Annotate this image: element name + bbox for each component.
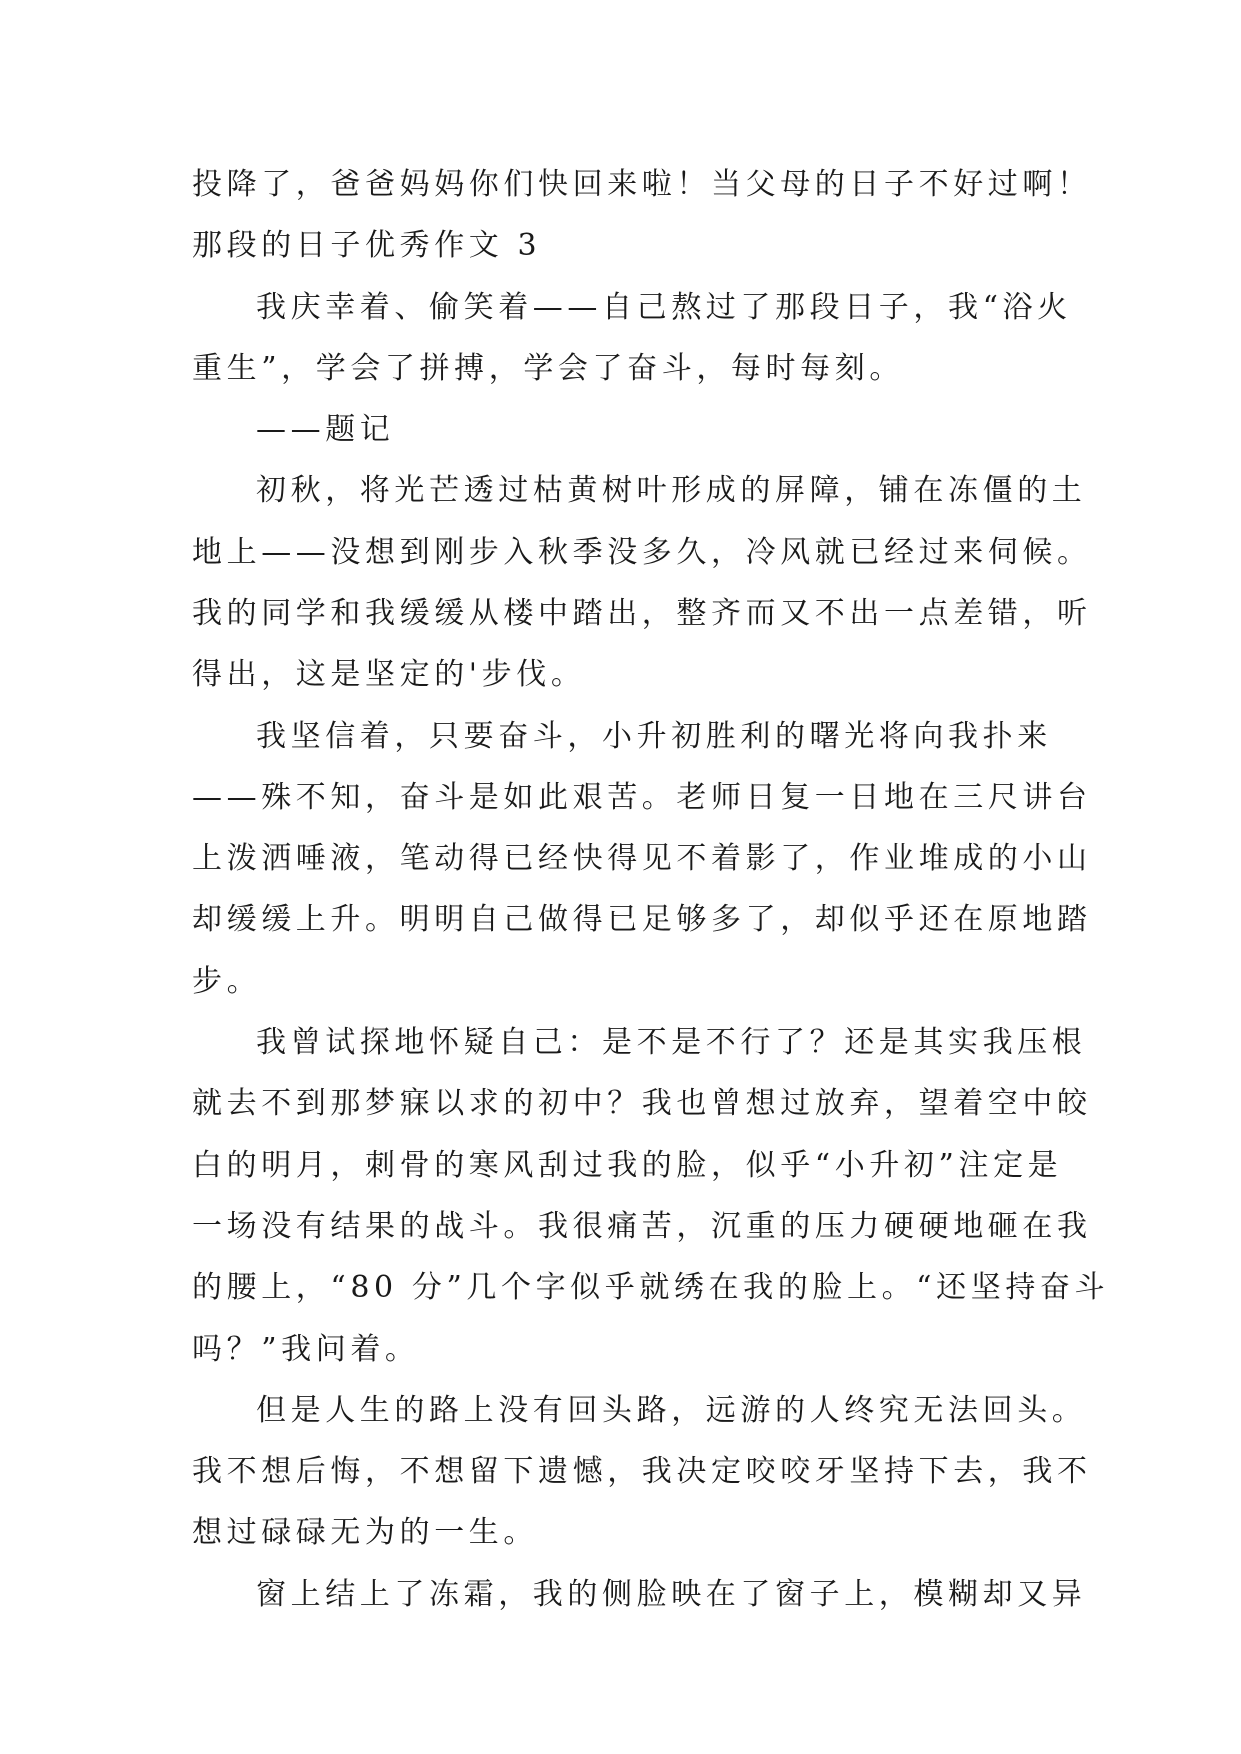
text-line: 却缓缓上升。明明自己做得已足够多了，却似乎还在原地踏 (192, 902, 1092, 937)
text-line: 我庆幸着、偷笑着——自己熬过了那段日子，我“浴火 (256, 290, 1072, 325)
text-line: 白的明月，刺骨的寒风刮过我的脸，似乎“小升初”注定是 (192, 1148, 1063, 1183)
text-line: 上泼洒唾液，笔动得已经快得见不着影了，作业堆成的小山 (192, 841, 1092, 876)
text-line: 我曾试探地怀疑自己：是不是不行了？还是其实我压根 (256, 1025, 1087, 1060)
text-line: 我的同学和我缓缓从楼中踏出，整齐而又不出一点差错，听 (192, 596, 1092, 631)
text-line: 重生”，学会了拼搏，学会了奋斗，每时每刻。 (192, 351, 904, 386)
text-line: 一场没有结果的战斗。我很痛苦，沉重的压力硬硬地砸在我 (192, 1209, 1092, 1244)
text-line: 地上——没想到刚步入秋季没多久，冷风就已经过来伺候。 (192, 535, 1092, 570)
text-line: 我坚信着，只要奋斗，小升初胜利的曙光将向我扑来 (256, 719, 1052, 754)
text-line: 吗？”我问着。 (192, 1332, 420, 1367)
text-line: 初秋，将光芒透过枯黄树叶形成的屏障，铺在冻僵的土 (256, 473, 1087, 508)
text-line: 想过碌碌无为的一生。 (192, 1515, 538, 1550)
text-line: 步。 (192, 964, 262, 999)
text-line: 投降了，爸爸妈妈你们快回来啦！当父母的日子不好过啊！ (192, 167, 1092, 202)
text-line: 但是人生的路上没有回头路，远游的人终究无法回头。 (256, 1393, 1087, 1428)
text-line: ——题记 (256, 412, 395, 447)
text-line: 我不想后悔，不想留下遗憾，我决定咬咬牙坚持下去，我不 (192, 1454, 1092, 1489)
text-line: 窗上结上了冻霜，我的侧脸映在了窗子上，模糊却又异 (256, 1577, 1087, 1612)
text-line: 得出，这是坚定的'步伐。 (192, 657, 586, 692)
section-title: 那段的日子优秀作文 3 (192, 228, 542, 263)
text-line: ——殊不知，奋斗是如此艰苦。老师日复一日地在三尺讲台 (192, 780, 1092, 815)
text-line: 就去不到那梦寐以求的初中？我也曾想过放弃，望着空中皎 (192, 1086, 1092, 1121)
text-line: 的腰上，“80 分”几个字似乎就绣在我的脸上。“还坚持奋斗 (192, 1270, 1110, 1305)
